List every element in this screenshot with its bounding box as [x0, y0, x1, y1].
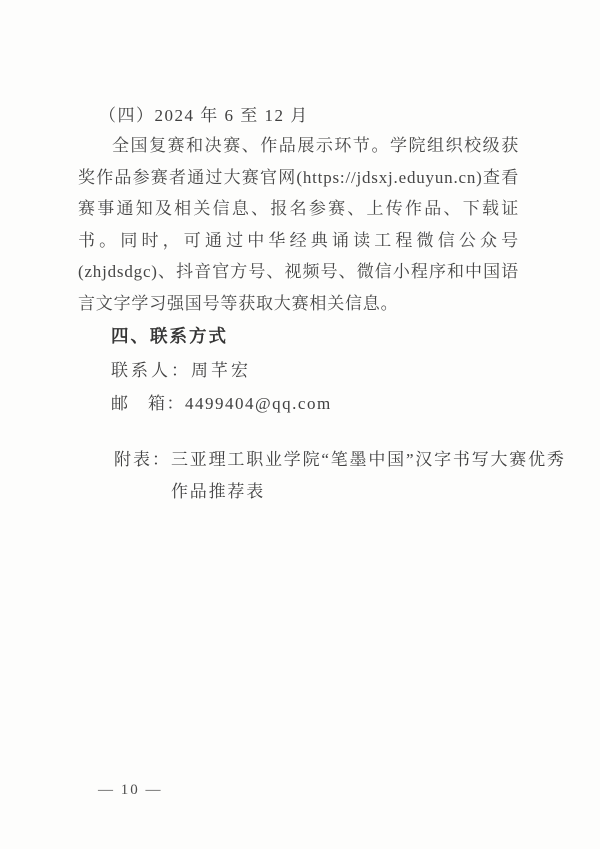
appendix-text	[171, 444, 566, 508]
contact-person-label: 联系人：	[111, 361, 191, 380]
appendix-label: 附表：	[114, 450, 171, 469]
email-line	[111, 389, 332, 414]
contact-person-line	[111, 356, 251, 381]
page-number: — 10 —	[98, 782, 163, 798]
body-paragraph: 全国复赛和决赛、作品展示环节。学院组织校级获奖作品参赛者通过大赛官网(https://jdsxj.eduyun.cn)查看赛事通知及相关信息、报名参赛、上传作品、下载证书。同时，可通过中华经典诵读工程微信公众号(zhjdsdgc)、抖音官方号、视频号、微信小程序和中国语言文字学习强国号等获取大赛相关信息。	[78, 136, 519, 313]
email-value: 4499404@qq.com	[185, 394, 332, 413]
section-date-line: （四）2024 年 6 至 12 月	[99, 106, 309, 125]
appendix-text-line1: 三亚理工职业学院“笔墨中国”汉字书写大赛优秀	[171, 450, 566, 469]
contact-person-name: 周芊宏	[191, 361, 251, 380]
appendix-text-line2: 作品推荐表	[171, 482, 265, 501]
contact-section-heading: 四、联系方式	[111, 326, 228, 346]
email-label: 邮 箱：	[111, 394, 185, 413]
appendix-note	[114, 444, 566, 508]
